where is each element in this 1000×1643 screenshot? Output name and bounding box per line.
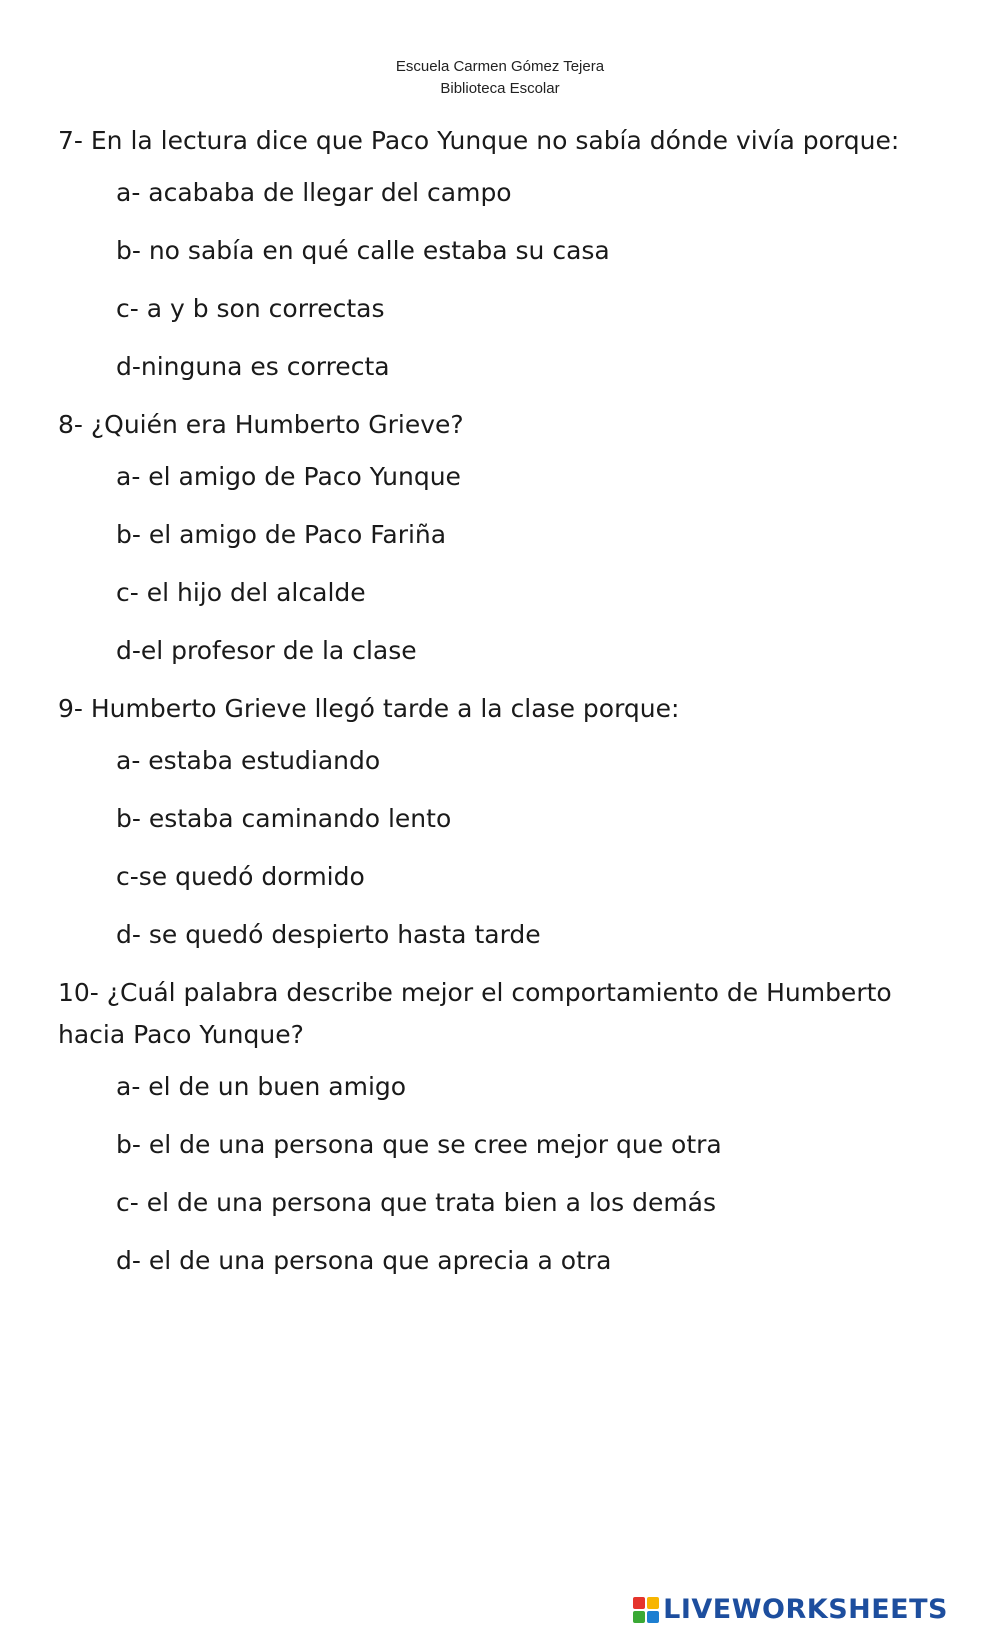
- liveworksheets-brand: LIVEWORKSHEETS: [663, 1594, 948, 1625]
- option-a: a- el de un buen amigo: [116, 1072, 407, 1101]
- liveworksheets-logo-icon: [633, 1597, 659, 1623]
- option-c: c- el de una persona que trata bien a los demás: [116, 1188, 717, 1217]
- question-9: [58, 688, 938, 956]
- option-b: b- estaba caminando lento: [116, 804, 452, 833]
- question-7: [58, 120, 938, 388]
- option-d: d-ninguna es correcta: [116, 352, 390, 381]
- option-a: a- estaba estudiando: [116, 746, 381, 775]
- logo-square-blue: [647, 1611, 659, 1623]
- library-name: Biblioteca Escolar: [440, 80, 560, 97]
- logo-square-green: [633, 1611, 645, 1623]
- option-b: b- no sabía en qué calle estaba su casa: [116, 236, 610, 265]
- option-c: c-se quedó dormido: [116, 862, 365, 891]
- question-text: 8- ¿Quién era Humberto Grieve?: [58, 410, 464, 439]
- option-c: c- a y b son correctas: [116, 294, 385, 323]
- option-b: b- el amigo de Paco Fariña: [116, 520, 447, 549]
- worksheet-content: [58, 120, 938, 1298]
- option-b: b- el de una persona que se cree mejor que otra: [116, 1130, 722, 1159]
- option-d: d- el de una persona que aprecia a otra: [116, 1246, 612, 1275]
- option-d: d- se quedó despierto hasta tarde: [116, 920, 541, 949]
- question-8: [58, 404, 938, 672]
- document-header: [0, 56, 1000, 100]
- school-name: Escuela Carmen Gómez Tejera: [395, 58, 605, 75]
- option-c: c- el hijo del alcalde: [116, 578, 366, 607]
- option-a: a- acababa de llegar del campo: [116, 178, 512, 207]
- question-text: 10- ¿Cuál palabra describe mejor el comportamiento de Humberto hacia Paco Yunque?: [58, 978, 892, 1049]
- question-10: [58, 972, 938, 1282]
- logo-square-red: [633, 1597, 645, 1609]
- logo-square-yellow: [647, 1597, 659, 1609]
- option-a: a- el amigo de Paco Yunque: [116, 462, 461, 491]
- liveworksheets-logo: [633, 1594, 948, 1625]
- question-text: 7- En la lectura dice que Paco Yunque no sabía dónde vivía porque:: [58, 126, 900, 155]
- question-text: 9- Humberto Grieve llegó tarde a la clase porque:: [58, 694, 680, 723]
- option-d: d-el profesor de la clase: [116, 636, 417, 665]
